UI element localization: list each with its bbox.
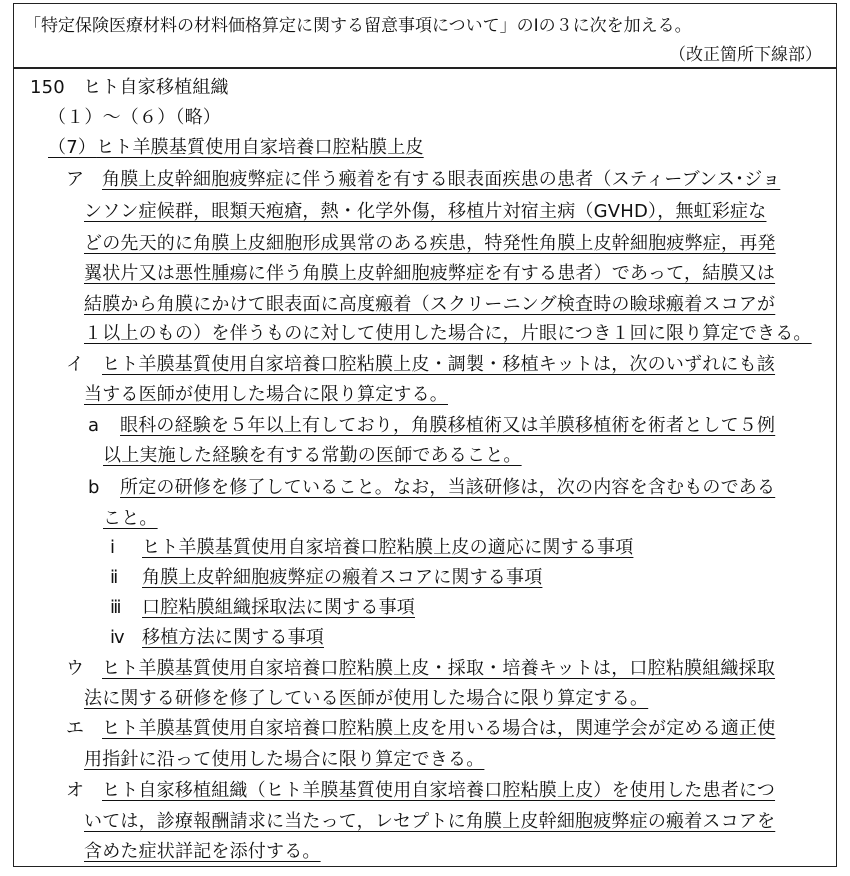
item-a-line-2: ンソン症候群，眼類天疱瘡，熱・化学外傷，移植片対宿主病（GVHD），無虹彩症な [84, 201, 767, 222]
item-i-line-2: 当する医師が使用した場合に限り算定する。 [84, 384, 448, 405]
item-u-text: ヒト羊膜基質使用自家培養口腔粘膜上皮・採取・培養キットは，口腔粘膜組織採取 [102, 658, 776, 679]
section-title: 150 ヒト自家移植組織 [30, 77, 229, 98]
item-o-text: ヒト自家移植組織（ヒト羊膜基質使用自家培養口腔粘膜上皮）を使用した患者につ [102, 780, 776, 801]
roman-text-3: 口腔粘膜組織採取法に関する事項 [142, 597, 415, 618]
item-e-marker: エ [66, 718, 85, 739]
roman-text-1: ヒト羊膜基質使用自家培養口腔粘膜上皮の適応に関する事項 [142, 537, 634, 558]
roman-item-1 [110, 536, 633, 560]
item-o-marker: オ [66, 780, 85, 801]
sub-a-text: 眼科の経験を５年以上有しており，角膜移植術又は羊膜移植術を術者として５例 [120, 415, 776, 436]
item-a-text: 角膜上皮幹細胞疲弊症に伴う瘢着を有する眼表面疾患の患者（スティーブンス･ジョ [102, 169, 781, 190]
roman-text-4: 移植方法に関する事項 [142, 627, 324, 648]
roman-item-4 [110, 626, 324, 650]
sub-b-line-1 [88, 476, 775, 500]
item-a-line-6: １以上のもの）を伴うものに対して使用した場合に，片眼につき１回に限り算定できる。 [84, 323, 812, 344]
sub-a-marker: a [88, 415, 100, 436]
header-intro: 「特定保険医療材料の材料価格算定に関する留意事項について」のⅠの３に次を加える。 [24, 16, 692, 36]
item-a-line-5: 結膜から角膜にかけて眼表面に高度瘢着（スクリーニング検査時の瞼球瘢着スコアが [84, 294, 776, 315]
omitted-items: （１）～（６）（略） [48, 107, 221, 128]
item-a-line-3: どの先天的に角膜上皮細胞形成異常のある疾患，特発性角膜上皮幹細胞疲弊症，再発 [84, 233, 776, 254]
sub-b-text: 所定の研修を修了していること。なお，当該研修は，次の内容を含むものである [120, 477, 776, 498]
item-7-heading [48, 136, 424, 160]
roman-marker-2: ⅱ [110, 567, 119, 588]
item-o-line-2: いては，診療報酬請求に当たって，レセプトに角膜上皮幹細胞疲弊症の瘢着スコアを [84, 811, 776, 832]
item-a-marker: ア [66, 169, 85, 190]
table-header [14, 4, 836, 69]
item-7-marker: （7） [48, 137, 97, 158]
item-e-line-2: 用指針に沿って使用した場合に限り算定できる。 [84, 749, 485, 770]
sub-b-line-2: こと。 [103, 508, 158, 529]
item-u-line-2: 法に関する研修を修了している医師が使用した場合に限り算定する。 [84, 688, 649, 709]
item-a-line-1 [66, 168, 780, 192]
item-e-line-1 [66, 717, 775, 741]
item-i-line-1 [66, 353, 775, 377]
roman-marker-1: ⅰ [110, 537, 116, 558]
header-double-rule [13, 67, 837, 68]
sub-a-line-1 [88, 414, 775, 438]
roman-text-2: 角膜上皮幹細胞疲弊症の瘢着スコアに関する事項 [142, 567, 543, 588]
roman-item-3 [110, 596, 415, 620]
item-i-text: ヒト羊膜基質使用自家培養口腔粘膜上皮・調製・移植キットは，次のいずれにも該 [102, 354, 776, 375]
item-e-text: ヒト羊膜基質使用自家培養口腔粘膜上皮を用いる場合は，関連学会が定める適正使 [102, 718, 776, 739]
item-o-line-1 [66, 779, 775, 803]
roman-item-2 [110, 566, 542, 590]
item-u-line-1 [66, 657, 775, 681]
roman-marker-4: ⅳ [110, 627, 125, 648]
item-7-title: ヒト羊膜基質使用自家培養口腔粘膜上皮 [96, 137, 424, 158]
item-o-line-3: 含めた症状詳記を添付する。 [84, 841, 321, 862]
item-i-marker: イ [66, 354, 85, 375]
item-u-marker: ウ [66, 658, 85, 679]
item-a-line-4: 翼状片又は悪性腫瘍に伴う角膜上皮幹細胞疲弊症を有する患者）であって，結膜又は [84, 263, 776, 284]
sub-b-marker: b [88, 477, 100, 498]
header-note: （改正箇所下線部） [669, 45, 822, 65]
roman-marker-3: ⅲ [110, 597, 122, 618]
sub-a-line-2: 以上実施した経験を有する常勤の医師であること。 [103, 445, 522, 466]
